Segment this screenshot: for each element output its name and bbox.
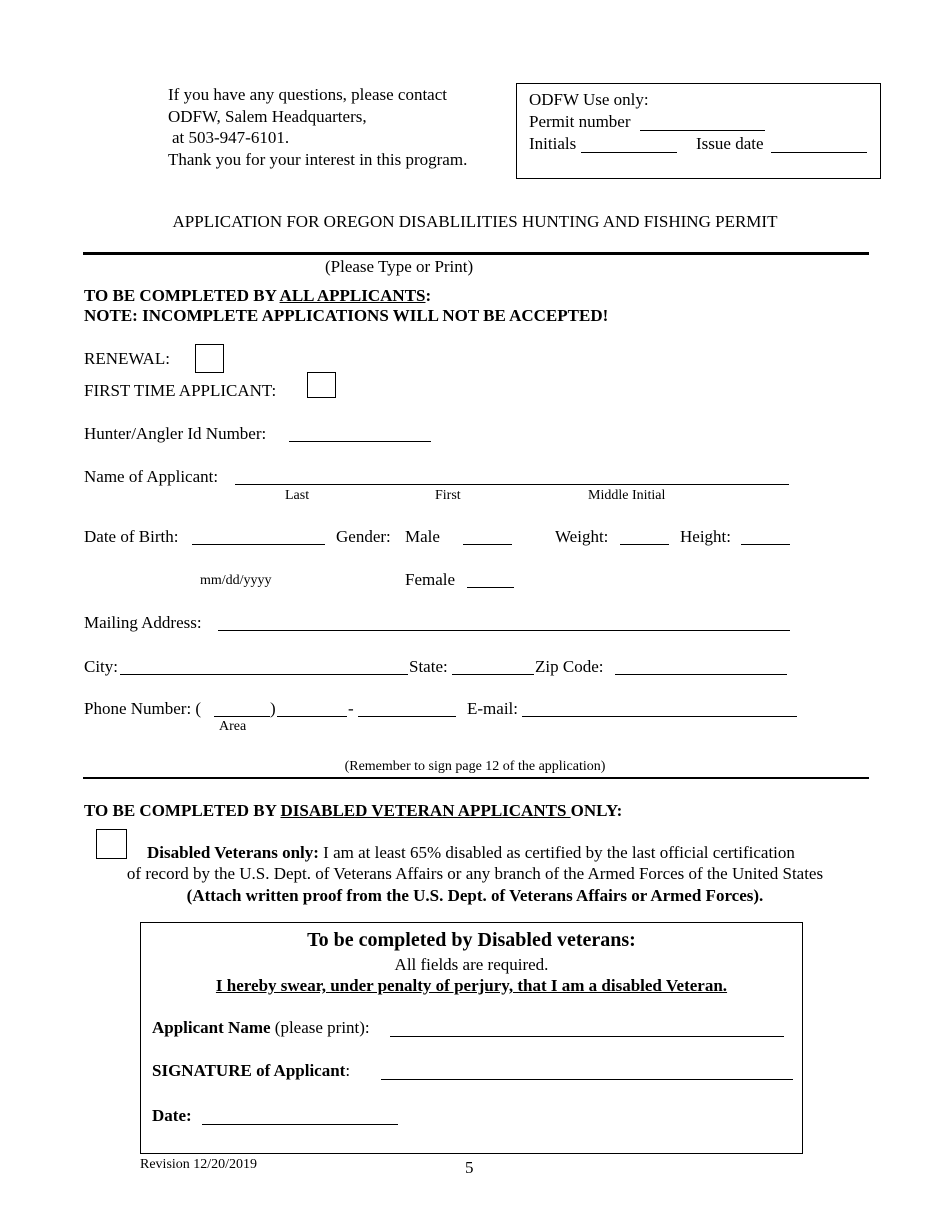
phone-dash: - [348,699,354,718]
state-label: State: [409,657,448,676]
contact-line-3: at 503-947-6101. [172,128,290,147]
veteran-statement-line-1 [147,843,795,863]
permit-number-label: Permit number [529,112,631,131]
phone-label: Phone Number: ( [84,699,202,718]
contact-line-4: Thank you for your interest in this program. [168,149,468,169]
female-label: Female [405,570,456,589]
signature-label-bold: SIGNATURE of Applicant [152,1061,346,1080]
issue-date-label: Issue date [696,134,764,153]
hunter-id-line[interactable] [289,441,431,442]
applicant-name-label [152,1018,370,1038]
sign-reminder: (Remember to sign page 12 of the application) [344,759,606,774]
dob-line[interactable] [192,544,325,545]
hunter-id-label: Hunter/Angler Id Number: [84,424,267,443]
male-label: Male [405,527,440,546]
disabled-veteran-checkbox[interactable] [96,829,127,859]
print-note: (Please Type or Print) [325,257,474,276]
renewal-label: RENEWAL: [84,349,170,368]
dob-label: Date of Birth: [84,527,179,546]
first-time-checkbox[interactable] [307,372,336,398]
veteran-box-title: To be completed by Disabled veterans: [307,929,636,951]
phone-area-line[interactable] [214,716,270,717]
height-label: Height: [680,527,731,546]
name-last-caption: Last [285,488,310,503]
state-line[interactable] [452,674,534,675]
email-line[interactable] [522,716,797,717]
applicant-name-label-rest: (please print): [270,1018,370,1037]
zip-line[interactable] [615,674,787,675]
veteran-box-oath: I hereby swear, under penalty of perjury, that I am a disabled Veteran. [215,976,728,995]
phone-area-caption: Area [219,719,247,734]
name-first-caption: First [435,488,461,503]
form-title: APPLICATION FOR OREGON DISABLILITIES HUNTING AND FISHING PERMIT [172,212,778,231]
contact-line-1: If you have any questions, please contact [168,85,447,104]
phone-line-number[interactable] [358,716,456,717]
male-line[interactable] [463,544,512,545]
weight-line[interactable] [620,544,669,545]
city-label: City: [84,657,119,676]
all-applicants-heading-pre: TO BE COMPLETED BY [84,286,280,305]
name-label: Name of Applicant: [84,467,219,486]
permit-number-line[interactable] [640,130,765,131]
zip-label: Zip Code: [535,657,604,676]
renewal-checkbox[interactable] [195,344,224,373]
all-applicants-heading-post: : [425,286,432,305]
veteran-heading-underlined: DISABLED VETERAN APPLICANTS [280,801,571,820]
applicant-name-label-bold: Applicant Name [152,1018,271,1037]
veteran-heading [84,801,622,821]
dob-format-caption: mm/dd/yyyy [200,573,272,588]
signature-label [152,1061,350,1081]
phone-close-paren: ) [270,699,276,718]
city-line[interactable] [120,674,408,675]
name-line[interactable] [235,484,789,485]
gender-label: Gender: [336,527,391,546]
veteran-heading-post: ONLY: [570,801,623,820]
all-applicants-heading [84,286,431,306]
odfw-use-title: ODFW Use only: [529,90,649,109]
issue-date-line[interactable] [771,152,867,153]
mailing-label: Mailing Address: [84,613,202,632]
signature-label-rest: : [345,1061,351,1080]
all-applicants-heading-underlined: ALL APPLICANTS [279,286,426,305]
height-line[interactable] [741,544,790,545]
contact-block [168,84,467,170]
veteran-box-required: All fields are required. [394,955,549,974]
first-time-label: FIRST TIME APPLICANT: [84,381,277,400]
date-line[interactable] [202,1124,398,1125]
female-line[interactable] [467,587,514,588]
incomplete-note: NOTE: INCOMPLETE APPLICATIONS WILL NOT BE ACCEPTED! [84,306,609,325]
page-number: 5 [465,1158,474,1177]
initials-line[interactable] [581,152,677,153]
veteran-attach-note: (Attach written proof from the U.S. Dept. of Veterans Affairs or Armed Forces). [186,886,764,905]
mailing-line[interactable] [218,630,790,631]
applicant-name-line[interactable] [390,1036,784,1037]
section-rule [83,777,869,779]
initials-label: Initials [529,134,577,153]
signature-line[interactable] [381,1079,793,1080]
email-label: E-mail: [467,699,518,718]
veteran-statement-intro: Disabled Veterans only: [147,843,319,862]
title-rule [83,252,869,255]
weight-label: Weight: [555,527,609,546]
contact-line-2: ODFW, Salem Headquarters, [168,106,367,126]
phone-prefix-line[interactable] [277,716,347,717]
veteran-heading-pre: TO BE COMPLETED BY [84,801,281,820]
date-label: Date: [152,1106,192,1125]
name-middle-caption: Middle Initial [588,488,666,503]
revision-note: Revision 12/20/2019 [140,1157,258,1172]
veteran-statement-line-2: of record by the U.S. Dept. of Veterans Affairs or any branch of the Armed Forces of the United States [126,864,824,883]
veteran-statement-text: I am at least 65% disabled as certified by the last official certification [318,843,795,862]
